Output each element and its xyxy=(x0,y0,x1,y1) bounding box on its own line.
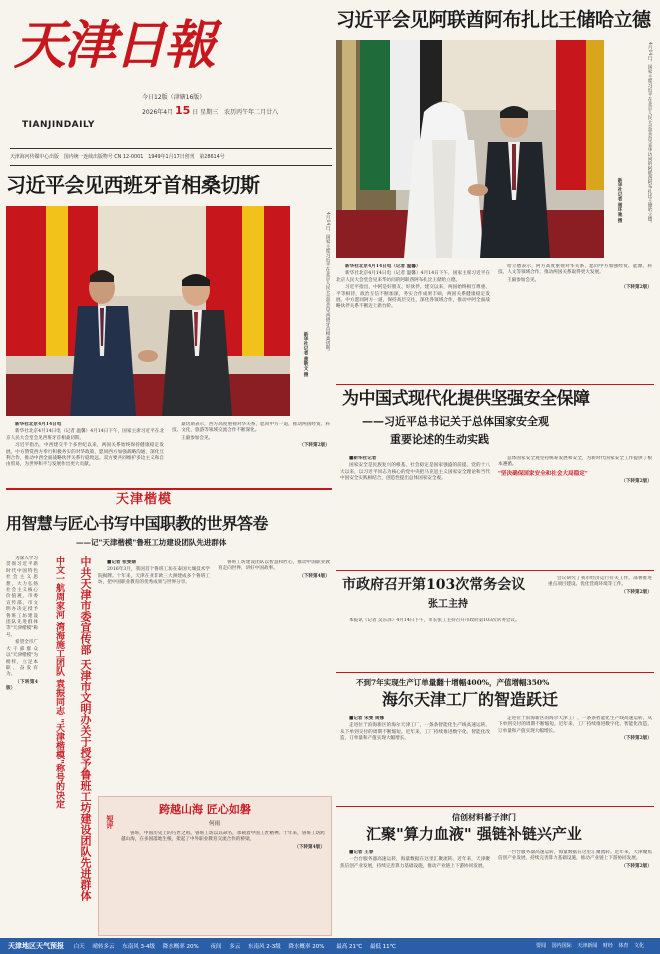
date-line xyxy=(142,104,278,117)
comment-p1: 鲁班，中国历史上的巧匠之祖。鲁班工坊以其命名，承载着中国工匠精神。十年来，鲁班工坊跨越山海，在多国落地生根，架起了中外职业教育交流合作的桥梁。 xyxy=(121,831,325,843)
weather-item-0: 白天 xyxy=(73,944,85,950)
headline-gov[interactable]: 市政府召开第103次常务会议 xyxy=(342,577,526,593)
body-spain-p3: 桑切斯表示，西方高度重视对华关系，愿同中方一道，推动两国经贸、科技、文化、旅游等领域交流合作不断深化。 xyxy=(172,422,330,434)
kicker-factory: 不到7年实现生产订单量翻十增幅400%，产值增幅350% xyxy=(356,678,550,687)
weather-item-8: 最高 21℃ xyxy=(336,944,363,950)
vertical-decision-p1: 为深入学习贯彻习近平新时代中国特色社会主义思想，大力弘扬社会主义核心价值观，市委宣传部、市文明办决定授予鲁班工坊建设团队先进群体等"天津楷模"称号。 xyxy=(6,556,38,638)
body-spain-col1 xyxy=(6,422,164,478)
body-factory-col2 xyxy=(498,716,652,800)
link-5[interactable]: 文化 xyxy=(634,943,645,949)
comment-box xyxy=(98,796,332,936)
vertical-decision-headline[interactable]: 中共天津市委宣传部 天津市文明办关于授予鲁班工坊建设团队先进群体 xyxy=(79,556,92,901)
byline-security: ■新华社记者 xyxy=(349,456,377,461)
body-skills-col1 xyxy=(98,560,210,786)
body-spain-col2 xyxy=(172,422,330,478)
byline-spain: 新华社北京4月14日电 xyxy=(15,422,62,427)
divider-gov xyxy=(336,570,654,571)
body-factory-p2: 走进位于滨海新区的海尔天津工厂，一条条智能化生产线高速运转，从下单到交付的周期不断缩短。近年来，工厂持续推进数字化、智能化改造，订单量和产值实现大幅增长。 xyxy=(498,716,652,734)
weather-item-6: 东南风 2-3级 xyxy=(248,944,281,950)
weather-item-1: 晴转多云 xyxy=(92,944,115,950)
subhead-security-2: 重要论述的生动实践 xyxy=(390,433,489,446)
continued-comment[interactable]: （下转第4版） xyxy=(294,844,325,850)
divider-skills xyxy=(6,488,332,490)
story-gov xyxy=(336,574,654,668)
pullquote-security: "坚决确保国家安全和社会大局稳定" xyxy=(498,470,588,477)
subhead-skills: ——记"天津楷模"鲁班工坊建设团队先进群体 xyxy=(76,538,227,547)
kicker-compute: 信创材料蓄子津门 xyxy=(452,812,516,822)
body-uae-p4: 王毅参加会见。 xyxy=(507,277,540,283)
divider-compute xyxy=(336,806,654,807)
weather-item-4: 夜间 xyxy=(210,944,222,950)
body-compute-p2: 一台台服务器高速运转，海量数据在这里汇聚流转。近年来，天津聚焦信创产业发展，持续完善算力基础设施，推动产业链上下游协同发展。 xyxy=(498,850,652,862)
body-skills-p2: 鲁班工坊建设团队以智慧和匠心，推动中国职业教育走向世界，讲好中国故事。 xyxy=(218,560,330,572)
continued-security[interactable]: （下转第2版） xyxy=(621,478,652,484)
headline-security[interactable]: 为中国式现代化提供坚强安全保障 xyxy=(342,389,590,409)
comment-kicker: 短评 xyxy=(106,815,115,829)
continued-skills[interactable]: （下转第4版） xyxy=(299,573,330,579)
byline-factory: ■记者 宋雯 周娜 xyxy=(349,716,385,721)
credit-uae: 新华社记者 谢环驰 摄 xyxy=(617,178,622,223)
body-skills-p1: 2016年3月，我国首个鲁班工坊在泰国大城技术学院揭牌。十年来，天津在亚非欧三大洲建成多个鲁班工坊，把中国职业教育的优秀成果与世界分享。 xyxy=(98,567,210,586)
link-2[interactable]: 天津新闻 xyxy=(577,943,598,949)
weather-item-3: 降水概率 20% xyxy=(162,944,199,950)
story-uae xyxy=(336,8,654,378)
body-uae-p1: 新华社北京4月14日电（记者 温馨）4月14日下午，国家主席习近平在北京人民大会堂会见来华访问的阿联酋阿布扎比王储哈立德。 xyxy=(336,271,490,283)
headline-factory[interactable]: 海尔天津工厂的智造跃迁 xyxy=(382,690,559,709)
comment-headline[interactable]: 跨越山海 匠心如磐 xyxy=(159,803,251,816)
credit-spain: 新华社记者 黄敬文 摄 xyxy=(303,332,308,377)
photo-spain xyxy=(6,206,290,416)
comment-byline: 何雨 xyxy=(209,821,221,827)
caption-spain-vertical: 4月14日，国家主席习近平在北京人民大会堂会见西班牙首相桑切斯。 xyxy=(325,212,330,355)
weather-links xyxy=(536,938,660,954)
body-uae-p2: 习近平指出，中阿是好朋友、好伙伴。建交以来，两国始终相互尊重、平等相待，政治互信不断加深，务实合作成果丰硕，两国关系健康稳定发展。中方愿同阿方一道，保持高层交往，深化各领域合作，推动中阿全面战略伙伴关系不断迈上新台阶。 xyxy=(336,285,490,310)
date-day: 15 xyxy=(175,104,191,117)
body-spain-p2: 习近平指出，中西建交半个多世纪以来，两国关系始终保持健康稳定发展。中方赞赏西方奉行积极务实的对华政策，愿同西方加强战略沟通，深化互利合作，推动中西全面战略伙伴关系行稳致远。双方要共同维护多边主义和自由贸易，为世界和平与发展作出更大贡献。 xyxy=(6,443,164,468)
subhead-security-1: ——习近平总书记关于总体国家安全观 xyxy=(362,415,549,428)
continued-uae[interactable]: （下转第2版） xyxy=(621,285,652,291)
headline-uae[interactable]: 习近平会见阿联酋阿布扎比王储哈立德 xyxy=(336,9,651,31)
continued-vertical[interactable]: （下转第4版） xyxy=(6,679,38,692)
weather-title: 天津地区天气预报 xyxy=(8,942,64,950)
headline-compute[interactable]: 汇聚"算力血液" 强链补链兴产业 xyxy=(366,825,582,843)
body-security-p1: 国家安全是民族复兴的根基，社会稳定是国家强盛的前提。党的十八大以来，以习近平同志为核心的党中央把马克思主义国家安全理论和当代中国安全实践相结合，创造性提出总体国家安全观。 xyxy=(340,463,490,482)
byline-skills: ■记者 张雯婧 xyxy=(107,560,136,565)
masthead-pinyin: TIANJINDAILY xyxy=(22,120,95,130)
date-suffix: 日 星期三 农历丙午年二月廿八 xyxy=(192,109,279,116)
weather-item-2: 东南风 3-4级 xyxy=(122,944,156,950)
continued-factory[interactable]: （下转第2版） xyxy=(621,736,652,742)
story-compute xyxy=(336,810,654,936)
body-uae-p3: 哈立德表示，阿方高度重视对华关系，愿同中方加强经贸、能源、科技、人文等领域合作，推动两国关系取得更大发展。 xyxy=(498,264,652,276)
body-security-p2: 总体国家安全观坚持统筹发展和安全，为新时代国家安全工作提供了根本遵循。 xyxy=(498,456,652,468)
body-gov-col1 xyxy=(340,618,540,666)
headline-spain[interactable]: 习近平会见西班牙首相桑切斯 xyxy=(6,173,260,197)
weather-item-5: 多云 xyxy=(229,944,241,950)
subhead-gov: 张工主持 xyxy=(428,599,468,610)
body-uae-col2 xyxy=(498,264,652,376)
byline-compute: ■记者 王春 xyxy=(349,850,374,855)
body-security-col1 xyxy=(340,456,490,560)
vertical-decision-body xyxy=(6,556,38,936)
body-skills-col2 xyxy=(218,560,330,786)
tag-tianjin-model: 天津楷模 xyxy=(116,492,173,507)
vertical-decision-p2: 希望全市广大干部群众以"天津楷模"为榜样，立足本职、奋发有为。 xyxy=(6,640,38,678)
body-gov-p1: 本报讯（记者 吴东泽）4月14日下午，市长张工主持召开市政府第103次常务会议。 xyxy=(349,618,520,623)
body-spain-p4: 王毅参加会见。 xyxy=(181,435,214,441)
weather-item-9: 最低 11℃ xyxy=(369,944,396,950)
link-1[interactable]: 国内国际 xyxy=(551,943,572,949)
story-spain xyxy=(6,172,332,480)
continued-compute[interactable]: （下转第2版） xyxy=(621,863,652,869)
headline-skills[interactable]: 用智慧与匠心书写中国职教的世界答卷 xyxy=(6,514,268,533)
photo-spain-image xyxy=(6,206,290,416)
link-3[interactable]: 财经 xyxy=(602,943,613,949)
publisher-line: 天津海河传媒中心出版 国内统一连续出版物号 CN 12-0001 1949年1月17日创刊 第28614号 xyxy=(10,154,225,160)
body-security-col2 xyxy=(498,456,652,560)
body-factory-p1: 走进位于滨海新区的海尔天津工厂，一条条智能化生产线高速运转，从下单到交付的周期不断缩短。近年来，工厂持续推进数字化、智能化改造，订单量和产值实现大幅增长。 xyxy=(340,723,490,742)
body-gov-p2: 会议研究了我市经济运行有关工作，部署推进重点项目建设、优化营商环境等工作。 xyxy=(548,576,652,588)
divider-top xyxy=(336,384,654,385)
masthead-logo: 天津日報 xyxy=(14,15,215,76)
body-factory-col1 xyxy=(340,716,490,800)
photo-uae-image xyxy=(336,40,604,258)
continued-spain[interactable]: （下转第2版） xyxy=(299,443,330,449)
story-factory xyxy=(336,676,654,802)
caption-uae-vertical: 4月14日，国家主席习近平在北京人民大会堂会见来华访问的阿联酋阿布扎比王储哈立德。 xyxy=(647,42,652,226)
edition-info: 今日12版（津辖16版） xyxy=(142,94,206,101)
photo-uae xyxy=(336,40,604,258)
date-prefix: 2026年4月 xyxy=(142,109,174,116)
vertical-decision-subhead: 中文一航周家河 湾海施工团队 袁振同志 "天津楷模"称号的决定 xyxy=(54,556,64,809)
body-gov-col2 xyxy=(548,576,652,666)
vertical-decision xyxy=(6,556,92,936)
link-0[interactable]: 要闻 xyxy=(536,943,547,949)
continued-gov[interactable]: （下转第2版） xyxy=(621,589,652,595)
body-uae-col1 xyxy=(336,264,490,376)
body-spain-p1: 新华社北京4月14日电（记者 温馨）4月14日下午，国家主席习近平在北京人民大会堂会见西班牙首相桑切斯。 xyxy=(6,429,164,441)
body-compute-p1: 一台台服务器高速运转，海量数据在这里汇聚流转。近年来，天津聚焦信创产业发展，持续完善算力基础设施，推动产业链上下游协同发展。 xyxy=(340,857,490,869)
weather-item-7: 降水概率 20% xyxy=(288,944,325,950)
masthead xyxy=(10,8,332,168)
body-compute-col2 xyxy=(498,850,652,934)
story-security xyxy=(336,386,654,566)
body-compute-col1 xyxy=(340,850,490,934)
link-4[interactable]: 体育 xyxy=(618,943,629,949)
byline-uae: 新华社北京4月14日电（记者 温馨） xyxy=(345,264,421,269)
comment-body xyxy=(121,831,325,931)
divider-factory xyxy=(336,672,654,673)
